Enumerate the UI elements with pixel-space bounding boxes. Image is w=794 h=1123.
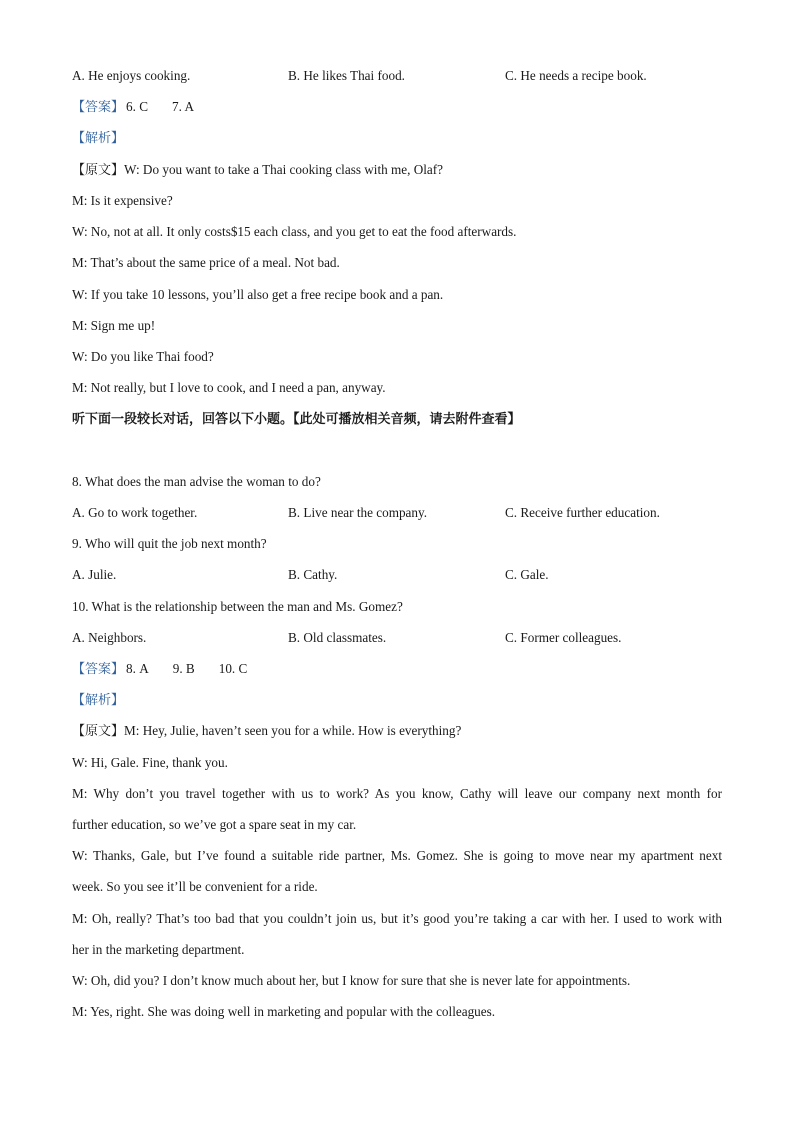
dialogue-line: further education, so we’ve got a spare seat in my car. [72, 817, 357, 832]
analysis-row-1 [72, 129, 722, 148]
analysis-row-2 [72, 691, 722, 710]
listening-instruction: 听下面一段较长对话，回答以下小题。【此处可播放相关音频，请去附件查看】 [72, 412, 521, 427]
question-9: 9. Who will quit the job next month? [72, 536, 267, 551]
transcript-1-line-1 [72, 161, 722, 180]
q9-option-a: A. Julie. [72, 567, 117, 582]
dialogue-line: W: Oh, did you? I don’t know much about her, but I know for sure that she is never late for appointments. [72, 973, 631, 988]
question-10: 10. What is the relationship between the man and Ms. Gomez? [72, 599, 403, 614]
answer-7: 7. A [172, 99, 194, 114]
q8-option-c: C. Receive further education. [505, 505, 660, 520]
q8-option-a: A. Go to work together. [72, 505, 198, 520]
dialogue-line: W: Do you like Thai food? [72, 349, 214, 364]
dialogue-line: M: Not really, but I love to cook, and I need a pan, anyway. [72, 380, 386, 395]
transcript-label: 【原文】 [72, 163, 125, 178]
transcript-2-line-1 [72, 722, 722, 741]
q8-option-b: B. Live near the company. [288, 505, 428, 520]
answer-10: 10. C [218, 661, 248, 676]
q10-option-a: A. Neighbors. [72, 630, 147, 645]
q9-option-b: B. Cathy. [288, 567, 338, 582]
dialogue-line: W: Thanks, Gale, but I’ve found a suitable ride partner, Ms. Gomez. She is going to move near my apartment next [72, 848, 722, 863]
dialogue-line: M: That’s about the same price of a meal. Not bad. [72, 255, 340, 270]
dialogue-line: M: Yes, right. She was doing well in marketing and popular with the colleagues. [72, 1004, 496, 1019]
dialogue-line: M: Is it expensive? [72, 193, 173, 208]
dialogue-line: W: If you take 10 lessons, you’ll also get a free recipe book and a pan. [72, 287, 444, 302]
answer-label: 【答案】 [72, 662, 125, 677]
q10-option-c: C. Former colleagues. [505, 630, 622, 645]
answer-6: 6. C [126, 99, 148, 114]
dialogue-line: W: No, not at all. It only costs$15 each class, and you get to eat the food afterwards. [72, 224, 517, 239]
dialogue-line: week. So you see it’ll be convenient for a ride. [72, 879, 318, 894]
transcript-label: 【原文】 [72, 724, 125, 739]
q7-option-c: C. He needs a recipe book. [505, 68, 647, 83]
answer-8: 8. A [126, 661, 149, 676]
question-8: 8. What does the man advise the woman to do? [72, 474, 321, 489]
dialogue-line: M: Oh, really? That’s too bad that you couldn’t join us, but it’s good you’re taking a car with her. I used to work with [72, 911, 722, 926]
analysis-label: 【解析】 [72, 131, 125, 146]
dialogue-line: her in the marketing department. [72, 942, 245, 957]
dialogue-line: M: Why don’t you travel together with us to work? As you know, Cathy will leave our company next month for [72, 786, 722, 801]
answer-9: 9. B [172, 661, 195, 676]
q10-option-b: B. Old classmates. [288, 630, 387, 645]
answer-label: 【答案】 [72, 100, 125, 115]
dialogue-line: W: Do you want to take a Thai cooking class with me, Olaf? [124, 162, 443, 177]
dialogue-line: W: Hi, Gale. Fine, thank you. [72, 755, 228, 770]
analysis-label: 【解析】 [72, 693, 125, 708]
q9-option-c: C. Gale. [505, 567, 549, 582]
answer-row-1 [72, 98, 722, 117]
q7-option-a: A. He enjoys cooking. [72, 68, 191, 83]
q7-option-b: B. He likes Thai food. [288, 68, 405, 83]
dialogue-line: M: Hey, Julie, haven’t seen you for a while. How is everything? [124, 723, 462, 738]
answer-row-2 [72, 660, 722, 679]
dialogue-line: M: Sign me up! [72, 318, 156, 333]
